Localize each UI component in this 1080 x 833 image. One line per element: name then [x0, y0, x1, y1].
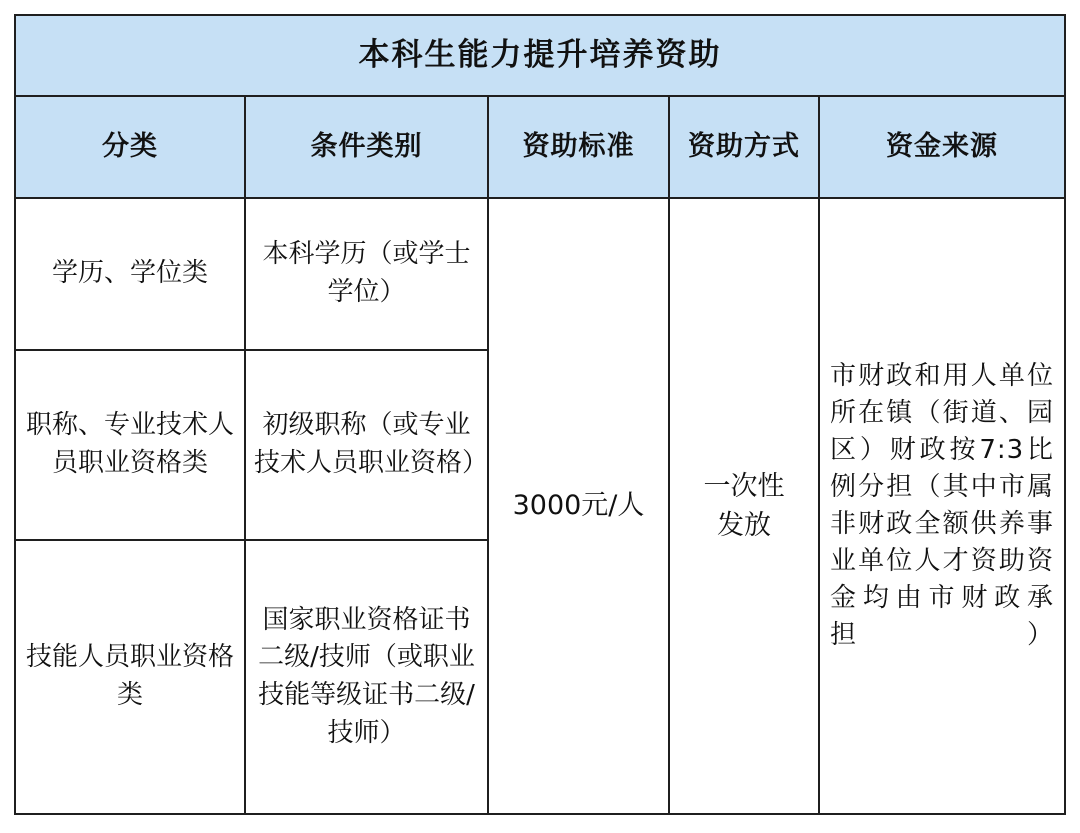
title-row: [15, 15, 1065, 96]
header-category: 分类: [15, 96, 245, 198]
subsidy-table-container: [14, 14, 1064, 812]
header-row: [15, 96, 1065, 198]
condition-cell: 本科学历（或学士学位）: [245, 198, 488, 350]
header-condition-type: 条件类别: [245, 96, 488, 198]
funding-source-cell: 市财政和用人单位所在镇（街道、园区）财政按7:3比例分担（其中市属非财政全额供养事业单位人才资助资金均由市财政承担）: [819, 198, 1065, 814]
subsidy-table: [14, 14, 1066, 815]
table-row: [15, 198, 1065, 350]
standard-cell: 3000元/人: [488, 198, 669, 814]
category-cell: 职称、专业技术人员职业资格类: [15, 350, 245, 540]
category-cell: 技能人员职业资格类: [15, 540, 245, 814]
table-title: 本科生能力提升培养资助: [15, 15, 1065, 96]
category-cell: 学历、学位类: [15, 198, 245, 350]
condition-cell: 国家职业资格证书二级/技师（或职业技能等级证书二级/技师）: [245, 540, 488, 814]
header-method: 资助方式: [669, 96, 819, 198]
method-cell: 一次性发放: [669, 198, 819, 814]
header-funding-source: 资金来源: [819, 96, 1065, 198]
header-standard: 资助标准: [488, 96, 669, 198]
condition-cell: 初级职称（或专业技术人员职业资格）: [245, 350, 488, 540]
